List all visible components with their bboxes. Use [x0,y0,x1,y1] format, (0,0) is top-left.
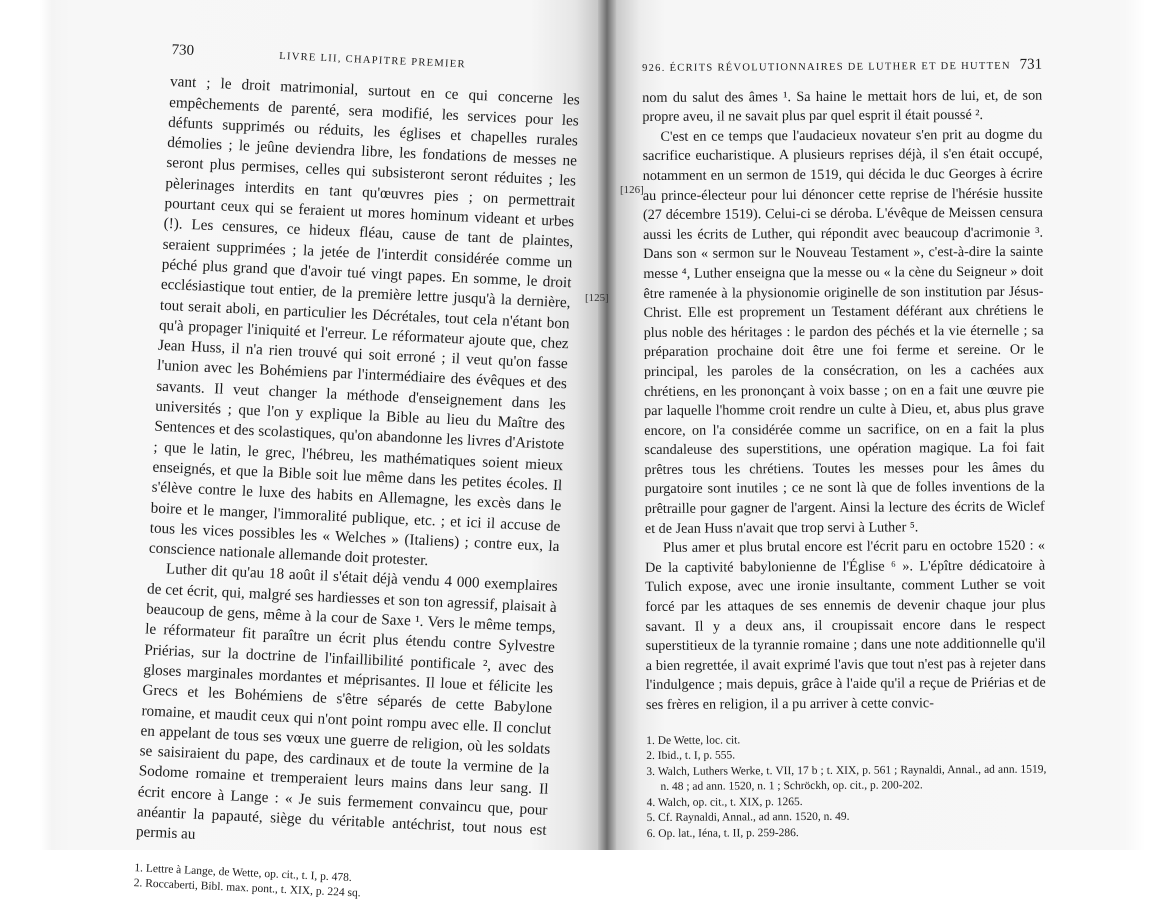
right-paragraph: C'est en ce temps que l'audacieux novateur s'en prit au dogme du sacrifice eucharistique. A plusieurs reprises déjà, il s'en était occupé, notamment en un sermon de 1519, qui décida le duc Georges à écrire au prince-électeur pour lui dénoncer cette reprise de l'hérésie hussite (27 décembre 1519). Celui-ci se déroba. L'évêque de Meissen censura aussi les écrits de Luther, qui répondit avec beaucoup d'acrimonie ³. Dans son « sermon sur le Nouveau Testament », c'est-à-dire la sainte messe ⁴, Luther enseigna que la messe ou « la cène du Seigneur » doit être ramenée à la physionomie originelle de son institution par Jésus-Christ. Elle est proprement un Testament déférant aux chrétiens le plus noble des héritages : le pardon des péchés et la vie éternelle ; sa préparation prochaine doit être une foi ferme et sereine. Or le principal, les paroles de la consécration, on les a cachées aux chrétiens, en les prononçant à voix basse ; on en a fait une œuvre pie par laquelle l'homme croit rendre un culte à Dieu, et, abus plus grave encore, on l'a considérée comme un sacrifice, on en a fait la plus scandaleuse des superstitions, une opération magique. La foi fait prêtres tous les chrétiens. Toutes les messes pour les âmes du purgatoire sont inutiles ; ce ne sont là que de folles inventions de la prêtraille pour gagner de l'argent. Ainsi la lecture des écrits de Wiclef et de Jean Huss n'avait que trop servi à Luther ⁵. [642,126,1045,537]
right-page-text [642,56,1047,843]
footnote: 2. Ibid., t. I, p. 555. [646,749,736,763]
left-paragraph: Luther dit qu'au 18 août il s'était déjà vendu 4 000 exemplaires de cet écrit, qui, malgré ses hardiesses et son ton agressif, plaisait à beaucoup de gens, même à la cour de Saxe ¹. Vers le même temps, le réformateur fit paraître un écrit plus étendu contre Sylvestre Priérias, sur la doctrine de l'infaillibilité pontificale ², avec des gloses marginales mordantes et méprisantes. Il loue et félicite les Grecs et les Bohémiens de s'être séparés de cette Babylone romaine, et maudit ceux qui n'ont point rompu avec elle. Il conclut en appelant de tous ses vœux une guerre de religion, où les soldats se saisiraient du pape, des cardinaux et de toute la vermine de la Sodome romaine et tremperaient leurs mains dans leur sang. Il écrit encore à Lange : « Je suis fermement convaincu que, pour anéantir la papauté, siège du véritable antéchrist, tout nous est permis au [135,560,558,844]
right-paragraph: nom du salut des âmes ¹. Sa haine le mettait hors de lui, et, de son propre aveu, il ne savait plus par quel esprit il était poussé ². [642,87,1043,126]
footnote: 1. De Wette, loc. cit. [646,734,741,747]
right-paragraph: Plus amer et plus brutal encore est l'écrit paru en octobre 1520 : « De la captivité babylonienne de l'Église ⁶ ». L'épître dédicatoire à Tulich expose, avec une ironie insultante, comment Luther se voit forcé par les attaques de ses ennemis de devenir chaque jour plus savant. Il y a deux ans, il croupissait encore dans le respect superstitieux de la tyrannie romaine ; dans une note additionnelle qu'il a bien regrettée, il avait exprimé l'avis que tout n'est pas à rejeter dans l'indulgence ; mais depuis, grâce à l'aide qu'il a reçue de Priérias et de ses frères en religion, il a pu arriver à cette convic- [645,537,1046,713]
left-paragraph: vant ; le droit matrimonial, surtout en ce qui concerne les empêchements de parenté, sera modifié, les services pour les défunts supprimés ou réduits, les églises et chapelles rurales démolies ; le jeûne deviendra libre, les fondations de messes ne seront plus permises, celles qui subsisteront seront réduites ; les pèlerinages interdits en tant qu'œuvres pies ; on permettrait pourtant ceux qui se feraient ut mores hominum videant et urbes (!). Les censures, ce hideux fléau, cause de tant de plaintes, seraient supprimées ; la jetée de l'interdit considérée comme un péché plus grand que d'avoir tué vingt papes. En somme, le droit ecclésiastique tout entier, de la première lettre jusqu'à la dernière, tout serait aboli, en particulier les Décrétales, tout cela n'étant bon qu'à propager l'iniquité et l'erreur. Le réformateur ajoute que, chez Jean Huss, il n'a rien trouvé qui soit erroné ; il veut qu'on fasse l'union avec les Bohémiens par l'intermédiaire des évêques et des savants. Il veut changer la méthode d'enseignement dans les universités ; que l'on y explique la Bible au lieu du Maître des Sentences et des scolastiques, qu'on abandonne les livres d'Aristote ; que le latin, le grec, l'hébreu, les mathématiques soient mieux enseignés, et que la Bible soit lue même dans les petites écoles. Il s'élève contre le luxe des habits en Allemagne, les excès dans le boire et le manger, l'immoralité publique, etc. ; et ici il accuse de tous les vices possibles les « Welches » (Italiens) ; contre eux, la conscience nationale allemande doit protester. [148,73,581,570]
left-page-number: 730 [171,41,195,60]
left-page-text [133,40,581,910]
footnote: 2. Roccaberti, Bibl. max. pont., t. XIX, p. 224 sq. [133,877,361,900]
right-page-number: 731 [1019,56,1043,73]
left-margin-mark: [125] [585,292,609,304]
right-margin-mark: [126] [620,184,644,196]
footnote: 6. Op. lat., Iéna, t. II, p. 259-286. [646,826,799,840]
book-gutter [598,0,616,850]
left-footnotes [133,861,544,910]
footnote: 5. Cf. Raynaldi, Annal., ad ann. 1520, n. 49. [646,810,850,825]
footnote: 4. Walch, op. cit., t. XIX, p. 1265. [646,795,803,809]
right-running-header [642,56,1042,79]
right-running-head: 926. ÉCRITS RÉVOLUTIONNAIRES DE LUTHER ET DE HUTTEN [642,60,1011,74]
footnote: 3. Walch, Luthers Werke, t. VII, 17 b ; t. XIX, p. 561 ; Raynaldi, Annal., ad ann. 1519, n. 48 ; ad ann. 1520, n. 1 ; Schröckh, op. cit., p. 200-202. [646,763,1047,793]
right-footnotes [646,731,1047,842]
footnote: 1. Lettre à Lange, de Wette, op. cit., t. I, p. 478. [134,861,353,884]
left-running-head: LIVRE LII, CHAPITRE PREMIER [278,50,467,71]
